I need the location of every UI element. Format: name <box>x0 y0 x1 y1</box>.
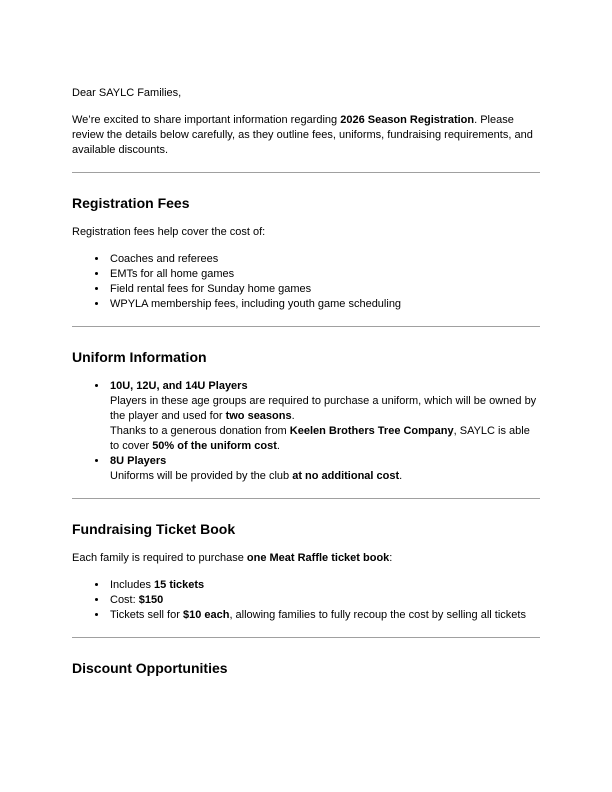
text-segment: Includes <box>110 579 155 591</box>
text-segment: Cost: <box>110 594 139 606</box>
text-segment: Dear SAYLC Families, <box>72 87 182 99</box>
list-item <box>108 252 540 267</box>
list-item <box>108 379 540 454</box>
list-item <box>108 282 540 297</box>
text-segment: Keelen Brothers Tree Company <box>289 425 454 437</box>
list-item <box>108 593 540 608</box>
section-divider <box>72 637 540 638</box>
text-segment: : <box>389 552 393 564</box>
registration-fees-list <box>72 252 540 312</box>
list-item <box>108 578 540 593</box>
section-divider <box>72 172 540 173</box>
text-segment: 10U, 12U, and 14U Players <box>110 380 248 392</box>
section-heading-registration-fees: Registration Fees <box>72 195 190 211</box>
text-segment: one Meat Raffle ticket book <box>246 552 390 564</box>
text-segment: , SAYLC is able to cover <box>110 425 530 452</box>
text-segment: EMTs for all home games <box>110 268 235 280</box>
section-heading-fundraising-ticket-book: Fundraising Ticket Book <box>72 521 236 537</box>
text-segment: at no additional cost <box>292 470 400 482</box>
list-item <box>108 454 540 484</box>
text-segment: , allowing families to fully recoup the cost by selling all tickets <box>229 609 526 621</box>
text-segment: WPYLA membership fees, including youth game scheduling <box>110 298 402 310</box>
intro-paragraph <box>72 113 540 158</box>
text-segment: Uniforms will be provided by the club <box>110 470 293 482</box>
section-intro-registration-fees <box>72 225 540 240</box>
section-intro-fundraising-ticket-book <box>72 551 540 566</box>
text-segment: Each family is required to purchase <box>72 552 247 564</box>
text-segment: We’re excited to share important information regarding <box>72 114 341 126</box>
list-item <box>108 297 540 312</box>
text-segment: 15 tickets <box>154 579 205 591</box>
text-segment: Thanks to a generous donation from <box>110 425 290 437</box>
text-segment: 8U Players <box>110 455 167 467</box>
list-item <box>108 267 540 282</box>
salutation <box>72 86 540 101</box>
text-segment: two seasons <box>225 410 292 422</box>
fundraising-ticket-book-list <box>72 578 540 623</box>
section-heading-discount-opportunities: Discount Opportunities <box>72 660 228 676</box>
text-segment: Coaches and referees <box>110 253 219 265</box>
text-segment: Field rental fees for Sunday home games <box>110 283 312 295</box>
text-segment: . Please review the details below carefully, as they outline fees, uniforms, fundraising requirements, and available discounts. <box>72 114 533 156</box>
text-segment: Tickets sell for <box>110 609 183 621</box>
text-segment: . <box>276 440 280 452</box>
text-segment: . <box>291 410 295 422</box>
text-segment: . <box>399 470 403 482</box>
text-segment: Players in these age groups are required to purchase a uniform, which will be owned by the player and used for <box>110 395 537 422</box>
text-segment: 50% of the uniform cost <box>152 440 277 452</box>
section-heading-uniform-information: Uniform Information <box>72 349 207 365</box>
list-item <box>108 608 540 623</box>
uniform-information-list <box>72 379 540 484</box>
text-segment: $10 each <box>182 609 230 621</box>
text-segment: 2026 Season Registration <box>340 114 475 126</box>
section-divider <box>72 326 540 327</box>
text-segment: Registration fees help cover the cost of: <box>72 226 266 238</box>
section-divider <box>72 498 540 499</box>
text-segment: $150 <box>138 594 164 606</box>
